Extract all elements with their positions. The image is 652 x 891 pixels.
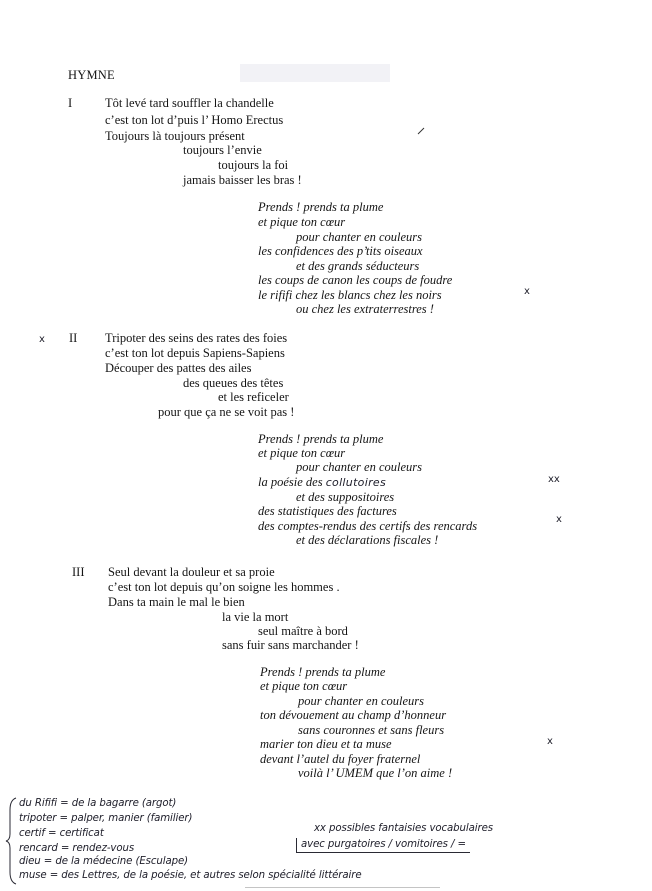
verse-line: c’est ton lot depuis Sapiens-Sapiens — [105, 346, 285, 360]
refrain-line: et pique ton cœur — [260, 679, 348, 693]
verse-line: Découper des pattes des ailes — [105, 361, 252, 375]
glossary-line: certif = certificat — [19, 828, 104, 839]
stanza-numeral: I — [68, 96, 73, 110]
refrain-line: des statistiques des factures — [258, 504, 397, 518]
refrain-line: Prends ! prends ta plume — [260, 665, 386, 679]
refrain-line: le rififi chez les blancs chez les noirs — [258, 288, 442, 302]
scan-artifact — [240, 64, 390, 82]
refrain-line: et des grands séducteurs — [296, 259, 420, 273]
verse-line: c’est ton lot depuis qu’on soigne les hommes . — [108, 580, 340, 594]
refrain-line: et des suppositoires — [296, 490, 395, 504]
refrain-line: et pique ton cœur — [258, 446, 346, 460]
verse-line: Dans ta main le mal le bien — [108, 595, 245, 609]
refrain-line: Prends ! prends ta plume — [258, 432, 384, 446]
remark-box — [296, 838, 470, 853]
verse-line: jamais baisser les bras ! — [183, 173, 302, 187]
margin-mark: x — [547, 736, 553, 747]
refrain-line: pour chanter en couleurs — [298, 694, 425, 708]
refrain-line: marier ton dieu et ta muse — [260, 737, 392, 751]
glossary-line: dieu = de la médecine (Esculape) — [19, 856, 188, 867]
margin-mark: xx — [548, 474, 560, 485]
verse-line: c’est ton lot d’puis l’ Homo Erectus — [105, 113, 284, 127]
refrain-line: sans couronnes et sans fleurs — [298, 723, 445, 737]
handwritten-insert: collutoires — [325, 476, 386, 489]
refrain-line: et des déclarations fiscales ! — [296, 533, 439, 547]
margin-mark: x — [556, 514, 562, 525]
refrain-line: ton dévouement au champ d’honneur — [260, 708, 447, 722]
refrain-line: ou chez les extraterrestres ! — [296, 302, 434, 316]
verse-line: et les reficeler — [218, 390, 289, 404]
verse-line: Tôt levé tard souffler la chandelle — [105, 96, 274, 110]
margin-mark: x — [39, 334, 45, 345]
verse-line: la vie la mort — [222, 610, 289, 624]
stanza-numeral: III — [72, 565, 85, 579]
glossary-line: muse = des Lettres, de la poésie, et autres selon spécialité littéraire — [19, 870, 362, 881]
glossary-line: rencard = rendez-vous — [19, 843, 135, 854]
refrain-line-text: la poésie des — [258, 475, 323, 489]
verse-line: toujours la foi — [218, 158, 289, 172]
refrain-line: devant l’autel du foyer fraternel — [260, 752, 421, 766]
refrain-line-with-insert — [258, 475, 386, 490]
remark-line: xx possibles fantaisies vocabulaires — [314, 823, 493, 834]
remark-line: avec purgatoires / vomitoires / = — [301, 839, 466, 850]
scan-edge-line — [245, 887, 440, 888]
verse-line: pour que ça ne se voit pas ! — [158, 405, 295, 419]
glossary-line: du Rififi = de la bagarre (argot) — [19, 798, 177, 809]
refrain-line: des comptes-rendus des certifs des rencards — [258, 519, 478, 533]
verse-line: sans fuir sans marchander ! — [222, 638, 359, 652]
verse-line: Seul devant la douleur et sa proie — [108, 565, 275, 579]
refrain-line: les confidences des p’tits oiseaux — [258, 244, 423, 258]
refrain-line: voilà l’ UMEM que l’on aime ! — [298, 766, 453, 780]
refrain-line: les coups de canon les coups de foudre — [258, 273, 453, 287]
refrain-line: Prends ! prends ta plume — [258, 200, 384, 214]
verse-line: seul maître à bord — [258, 624, 348, 638]
poem-title: HYMNE — [68, 68, 115, 82]
stanza-numeral: II — [69, 331, 78, 345]
margin-mark: x — [524, 286, 530, 297]
verse-line: Tripoter des seins des rates des foies — [105, 331, 288, 345]
refrain-line: pour chanter en couleurs — [296, 460, 423, 474]
glossary-line: tripoter = palper, manier (familier) — [19, 813, 193, 824]
brace-mark — [4, 794, 20, 888]
verse-line: Toujours là toujours présent — [105, 129, 245, 143]
refrain-line: pour chanter en couleurs — [296, 230, 423, 244]
verse-line: des queues des têtes — [183, 376, 284, 390]
verse-line: toujours l’envie — [183, 143, 262, 157]
pen-tick-mark — [414, 124, 428, 138]
refrain-line: et pique ton cœur — [258, 215, 346, 229]
